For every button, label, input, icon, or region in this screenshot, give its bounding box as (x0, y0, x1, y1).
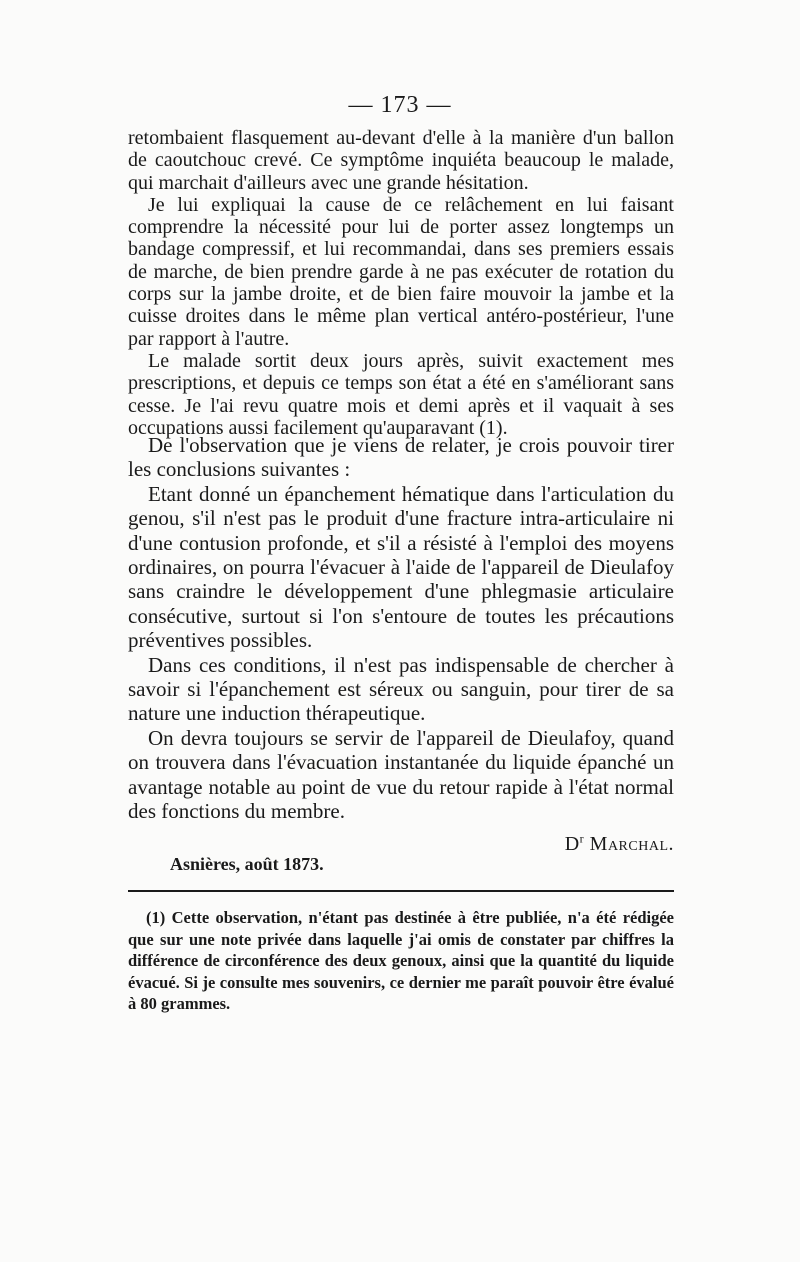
page-number: — 173 — (348, 92, 452, 118)
case-narrative (128, 127, 674, 439)
place-and-date: Asnières, août 1873. (170, 854, 324, 874)
footnote: (1) Cette observation, n'étant pas destinée à être publiée, n'a été rédigée que sur une note privée dans laquelle j'ai omis de constater par chiffres la différence de circonférence des deux genoux, ainsi que la quantité du liquide évacué. Si je consulte mes souvenirs, ce dernier me paraît pouvoir être évalué à 80 grammes. (128, 908, 674, 1013)
signature-name: Marchal. (589, 833, 674, 855)
paragraph-conclusion-1: Etant donné un épanchement hématique dans l'articulation du genou, s'il n'est pas le produit d'une fracture intra-articulaire ni d'une contusion profonde, et s'il a résisté à l'emploi des moyens ordinaires, on pourra l'évacuer à l'aide de l'appareil de Dieulafoy sans craindre le développement d'une phlegmasie articulaire consécutive, surtout si l'on s'entoure de toutes les précautions préventives possibles. (128, 481, 674, 653)
paragraph-outcome: Le malade sortit deux jours après, suivit exactement mes prescriptions, et depuis ce temps son état a été en s'améliorant sans cesse. Je l'ai revu quatre mois et demi après et il vaquait à ses occupations aussi facilement qu'auparavant (1). (128, 349, 674, 439)
paragraph-conclusion-3: On devra toujours se servir de l'appareil de Dieulafoy, quand on trouvera dans l'évacuation instantanée du liquide épanché un avantage notable au point de vue du retour rapide à l'état normal des fonctions du membre. (128, 725, 674, 824)
signature-title: D (564, 833, 580, 855)
paragraph-explanation: Je lui expliquai la cause de ce relâchement en lui faisant comprendre la nécessité pour lui de porter assez longtemps un bandage compressif, et lui recommandai, dans ses premiers essais de marche, de bien prendre garde à ne pas exécuter de rotation du corps sur la jambe droite, et de bien faire mouvoir la jambe et la cuisse droites dans le même plan vertical antéro-postérieur, l'une par rapport à l'autre. (128, 193, 674, 350)
conclusions-section (128, 433, 674, 824)
paragraph-conclusion-2: Dans ces conditions, il n'est pas indispensable de chercher à savoir si l'épanchement est séreux ou sanguin, pour tirer de sa nature une induction thérapeutique. (128, 652, 674, 726)
paragraph-conclusions-intro: De l'observation que je viens de relater, je crois pouvoir tirer les conclusions suivantes : (128, 433, 674, 482)
signature-title-superscript: r (579, 831, 585, 846)
footnote-divider (128, 890, 674, 892)
author-signature (565, 833, 674, 856)
paragraph-continuation: retombaient flasquement au-devant d'elle à la manière d'un ballon de caoutchouc crevé. Ce symptôme inquiéta beaucoup le malade, qui marchait d'ailleurs avec une grande hésitation. (128, 127, 674, 194)
